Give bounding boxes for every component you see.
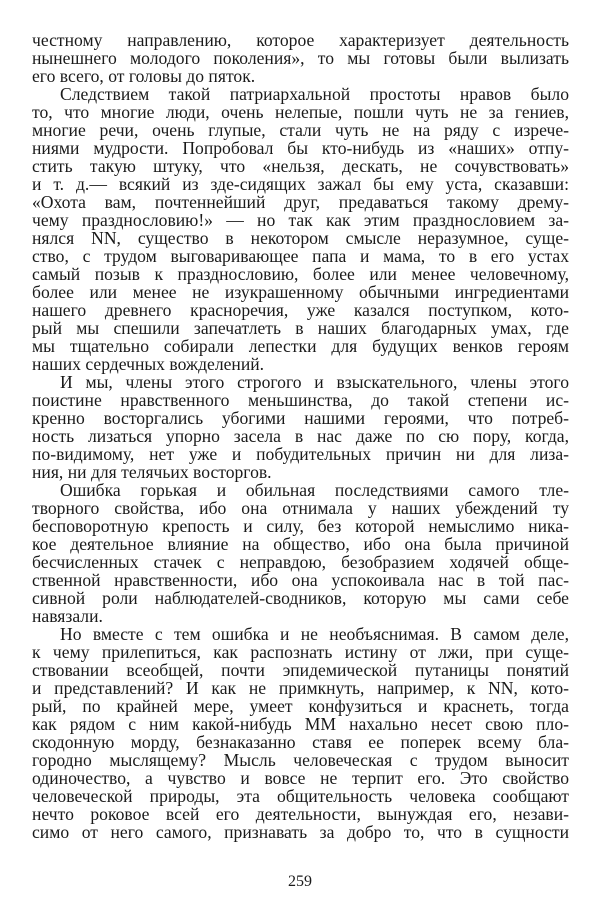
text-line: его всего, от головы до пяток. <box>32 66 256 86</box>
text-line: ность лизаться упорно засела в нас даже по сю пору, когда, <box>32 426 569 446</box>
text-line: скодонную морду, безнаказанно ставя ее поперек всему бла- <box>32 732 569 752</box>
text-line: нашего древнего красноречия, уже казался поступком, кото- <box>32 300 569 320</box>
text-line: стить такую штуку, что «нельзя, дескать, не сочувствовать» <box>32 156 569 176</box>
text-line: нялся NN, существо в некотором смысле неразумное, суще- <box>32 228 569 248</box>
text-line: бесповоротную крепость и силу, без которой немыслимо ника- <box>32 516 569 536</box>
text-line: то, что многие люди, очень нелепые, пошли чуть не за гениев, <box>32 102 569 122</box>
text-line: Но вместе с тем ошибка и не необъяснимая. В самом деле, <box>60 624 569 644</box>
text-line: по-видимому, нет уже и побудительных причин ни для лиза- <box>32 444 569 464</box>
text-line: И мы, члены этого строгого и взыскательного, члены этого <box>60 372 569 392</box>
text-line: кое деятельное влияние на общество, ибо она была причиной <box>32 534 569 554</box>
text-line: ниями мудрости. Попробовал бы кто-нибудь из «наших» отпу- <box>32 138 569 158</box>
text-line: поистине нравственного меньшинства, до такой степени ис- <box>32 390 569 410</box>
text-line: ствовании всеобщей, почти эпидемической путаницы понятий <box>32 660 569 680</box>
page-body <box>32 31 569 841</box>
text-line: ство, с трудом выговаривающее папа и мама, то в его устах <box>32 246 569 266</box>
paragraph <box>32 373 569 481</box>
text-line: навязали. <box>32 606 103 626</box>
text-line: творного свойства, ибо она отнимала у наших убеждений ту <box>32 498 569 518</box>
text-line: более или менее не изукрашенному обычными ингредиентами <box>32 282 569 302</box>
text-line: нынешнего молодого поколения», то мы готовы были вылизать <box>32 48 569 68</box>
text-line: кренно восторгались убогими нашими героями, что потреб- <box>32 408 569 428</box>
text-line: наших сердечных вожделений. <box>32 354 265 374</box>
paragraph <box>32 481 569 625</box>
text-line: многие речи, очень глупые, стали чуть не на ряду с изрече- <box>32 120 569 140</box>
text-line: Следствием такой патриархальной простоты нравов было <box>60 84 569 104</box>
text-line: самый позыв к празднословию, более или менее человечному, <box>32 264 569 284</box>
text-line: рый мы спешили запечатлеть в наших благодарных умах, где <box>32 318 569 338</box>
text-line: бесчисленных стачек с неправдою, безобразием ходячей обще- <box>32 552 569 572</box>
text-line: ния, ни для телячьих восторгов. <box>32 462 272 482</box>
text-line: «Охота вам, почтеннейший друг, предаваться такому дрему- <box>32 192 569 212</box>
text-line: одиночество, а чувство и вовсе не терпит его. Это свойство <box>32 768 569 788</box>
text-line: и т. д.— всякий из зде-сидящих зажал бы ему уста, сказавши: <box>32 174 569 194</box>
text-line: городно мыслящему? Мысль человеческая с трудом выносит <box>32 750 569 770</box>
text-line: ственной нравственности, ибо она успокоивала нас в той пас- <box>32 570 569 590</box>
paragraph <box>32 625 569 841</box>
text-line: рый, по крайней мере, умеет конфузиться и краснеть, тогда <box>32 696 569 716</box>
text-line: как рядом с ним какой-нибудь MM нахально несет свою пло- <box>32 714 569 734</box>
paragraph <box>32 85 569 373</box>
text-line: честному направлению, которое характеризует деятельность <box>32 30 569 50</box>
text-line: Ошибка горькая и обильная последствиями самого тле- <box>60 480 569 500</box>
text-line: и представлений? И как не примкнуть, например, к NN, кото- <box>32 678 569 698</box>
text-line: симо от него самого, признавать за добро то, что в сущности <box>32 822 569 842</box>
text-line: чему празднословию!» — но так как этим празднословием за- <box>32 210 569 230</box>
text-line: человеческой природы, эта общительность человека сообщают <box>32 786 569 806</box>
text-line: нечто роковое всей его деятельности, вынуждая его, незави- <box>32 804 569 824</box>
text-line: к чему прилепиться, как распознать истину от лжи, при суще- <box>32 642 569 662</box>
page-number: 259 <box>288 873 312 890</box>
text-line: мы тщательно собирали лепестки для будущих венков героям <box>32 336 569 356</box>
paragraph <box>32 31 569 85</box>
text-line: сивной роли наблюдателей-сводников, которую мы сами себе <box>32 588 569 608</box>
